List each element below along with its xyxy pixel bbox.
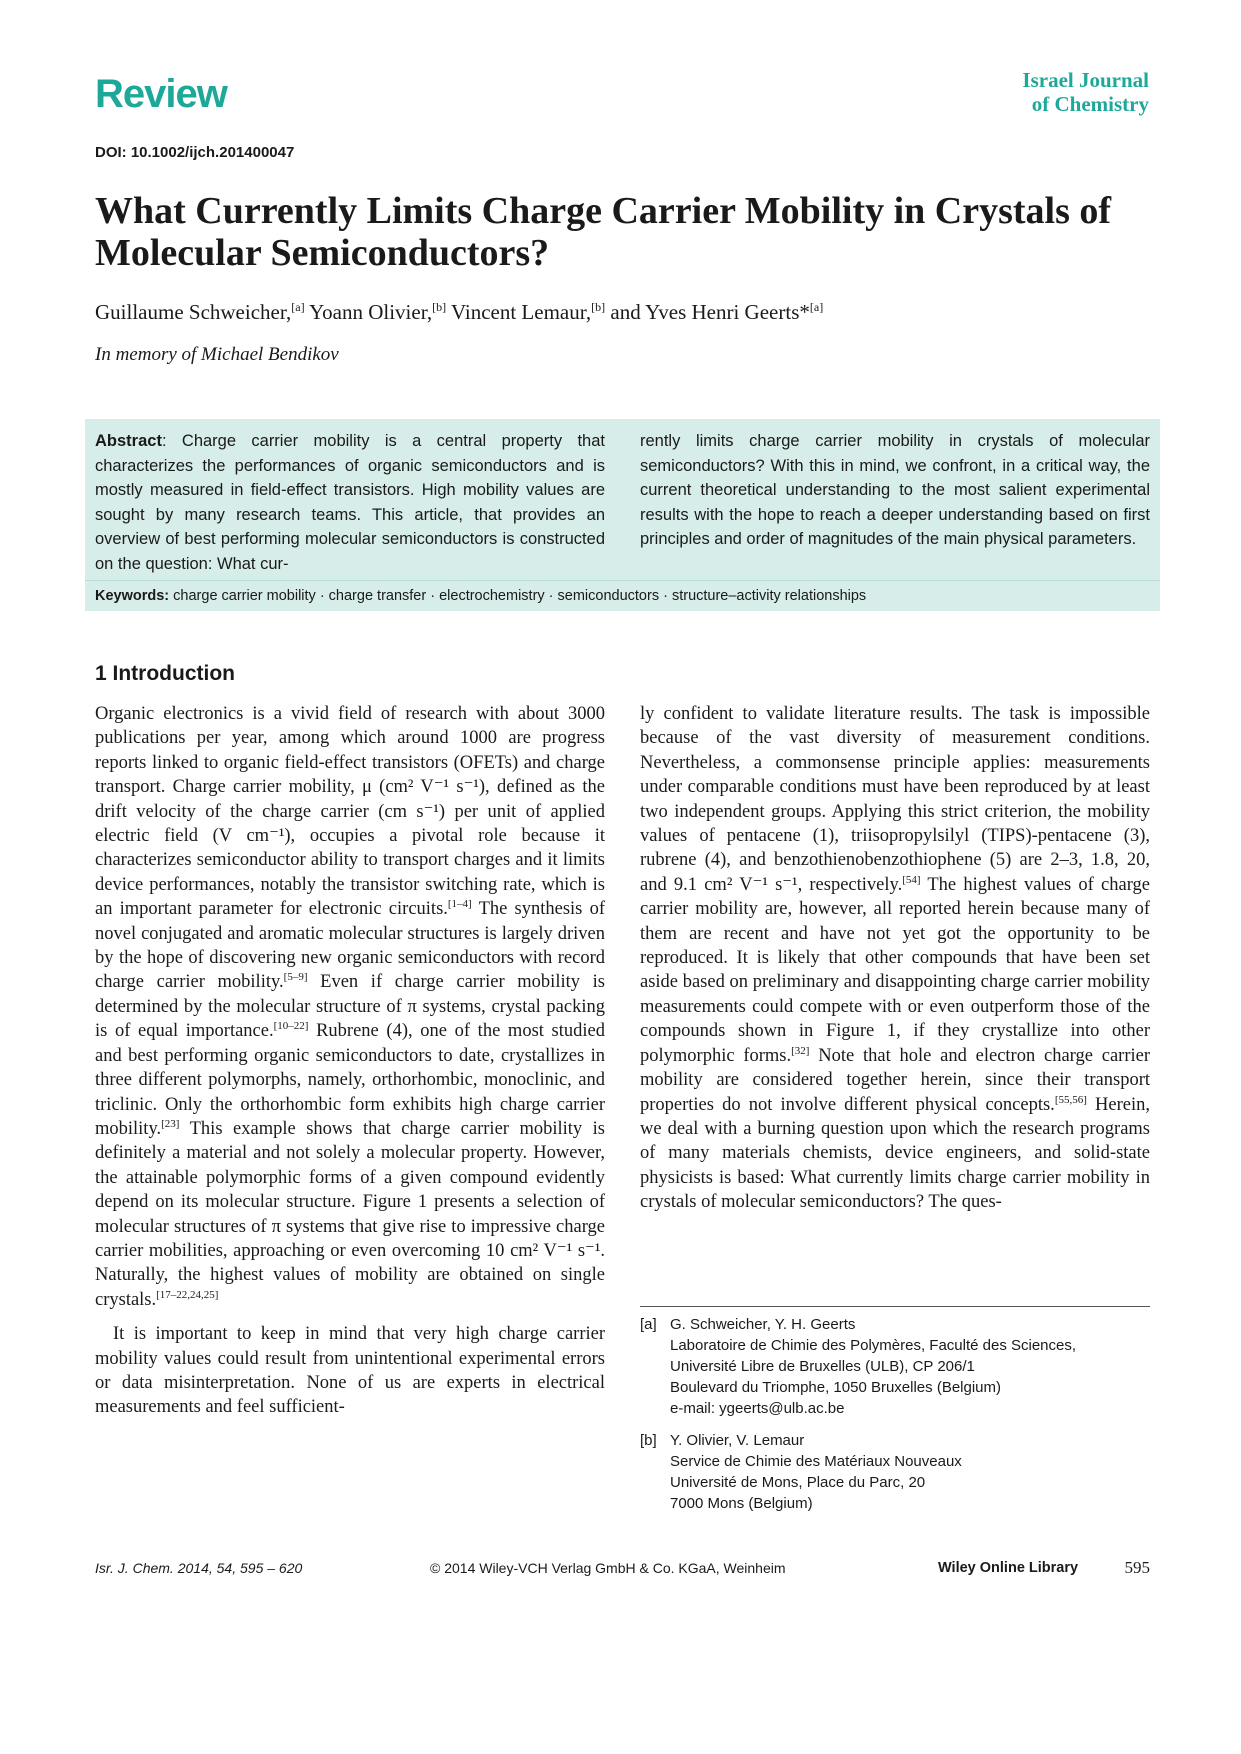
citation-ref[interactable]: [55,56] — [1054, 1093, 1087, 1106]
body-text: ly confident to validate literature results. The task is impossible because of the vast diversity of measurement conditions. Nevertheless, a commonsense principle applies: measurements under comparable conditions must have been reproduced by at least two independent groups. Applying this strict criterion, the mobility values of pentacene (1), triisopropylsilyl (TIPS)-pentacene (3), rubrene (4), and benzothienobenzothiophene (5) are 2–3, 1.8, 20, and 9.1 cm² V⁻¹ s⁻¹, respectively. — [640, 704, 1150, 895]
affiliation-footnote-b — [640, 1430, 1150, 1514]
memorial-dedication: In memory of Michael Bendikov — [95, 344, 339, 365]
citation-ref[interactable]: [10–22] — [273, 1020, 309, 1033]
article-title: What Currently Limits Charge Carrier Mobility in Crystals of Molecular Semiconductors? — [95, 190, 1112, 274]
section-heading-introduction: 1 Introduction — [95, 662, 235, 685]
footnote-line: Laboratoire de Chimie des Polymères, Faculté des Sciences, — [670, 1337, 1077, 1354]
copyright-notice: © 2014 Wiley-VCH Verlag GmbH & Co. KGaA, Weinheim — [430, 1560, 786, 1576]
footnote-line: 7000 Mons (Belgium) — [670, 1495, 813, 1512]
page-number: 595 — [1124, 1558, 1150, 1577]
footnote-marker: [b] — [640, 1432, 657, 1449]
abstract-box — [85, 419, 1160, 611]
paragraph — [95, 702, 605, 1312]
body-text: The highest values of charge carrier mobility are, however, all reported herein because many of them are recent and have not yet got the opportunity to be reproduced. It is likely that other compounds that have been set aside based on preliminary and disappointing charge carrier mobility measurements could compete with or even outperform those of the compounds shown in Figure 1, if they crystallize into other polymorphic forms. — [640, 874, 1150, 1066]
doi[interactable]: DOI: 10.1002/ijch.201400047 — [95, 144, 295, 161]
footnote-line: G. Schweicher, Y. H. Geerts — [670, 1316, 856, 1333]
author-name[interactable]: Guillaume Schweicher, — [95, 300, 292, 324]
body-text: Organic electronics is a vivid field of research with about 3000 publications per year, among which around 1000 are progress reports linked to organic field-effect transistors (OFETs) and charge transport. Charge carrier mobility, μ (cm² V⁻¹ s⁻¹), defined as the drift velocity of the charge carrier (cm s⁻¹) per unit of applied electric field (V cm⁻¹), occupies a pivotal role because it characterizes semiconductor ability to transport charges and it limits device performances, notably the transistor switching rate, which is an important parameter for electronic circuits. — [95, 704, 605, 920]
footnote-line: Y. Olivier, V. Lemaur — [670, 1432, 805, 1449]
body-column-2 — [640, 702, 1150, 1215]
journal-name-line-1: Israel Journal — [1022, 68, 1149, 92]
footnote-line: Service de Chimie des Matériaux Nouveaux — [670, 1453, 962, 1470]
citation-ref[interactable]: [1–4] — [447, 898, 472, 911]
body-text: Even if charge carrier mobility is determined by the molecular structure of π systems, crystal packing is of equal importance. — [95, 972, 605, 1042]
paragraph — [640, 702, 1150, 1215]
author-affiliation: [a] — [291, 300, 305, 314]
footnote-line: Boulevard du Triomphe, 1050 Bruxelles (Belgium) — [670, 1379, 1002, 1396]
abstract-label: Abstract — [95, 432, 162, 450]
author-list — [95, 300, 1155, 325]
footnote-email[interactable]: e-mail: ygeerts@ulb.ac.be — [670, 1400, 845, 1417]
abstract-column-1 — [95, 429, 605, 576]
footnote-divider — [640, 1306, 1150, 1307]
journal-name-line-2: of Chemistry — [1031, 92, 1149, 116]
keywords — [95, 588, 866, 604]
citation-ref[interactable]: [32] — [791, 1044, 810, 1057]
body-text: The synthesis of novel conjugated and aromatic molecular structures is largely driven by the hope of discovering new organic semiconductors with record charge carrier mobility. — [95, 899, 605, 993]
keywords-bar — [85, 580, 1160, 612]
citation-ref[interactable]: [54] — [902, 873, 921, 886]
body-text: Rubrene (4), one of the most studied and best performing organic semiconductors to date, crystallizes in three different polymorphs, namely, orthorhombic, monoclinic, and triclinic. Only the orthorhombic form exhibits high charge carrier mobility. — [95, 1021, 605, 1139]
citation-ref[interactable]: [17–22,24,25] — [156, 1288, 219, 1301]
author-affiliation: [a] — [809, 300, 824, 314]
footnote-marker: [a] — [640, 1316, 657, 1333]
paragraph: It is important to keep in mind that very high charge carrier mobility values could result from unintentional experimental errors or data misinterpretation. None of us are experts in electrical measurements and feel sufficient- — [95, 1324, 605, 1418]
footnote-line: Université Libre de Bruxelles (ULB), CP 206/1 — [670, 1358, 975, 1375]
wiley-online-library-logo[interactable]: Wiley Online Library — [938, 1560, 1079, 1576]
citation-ref[interactable]: [23] — [161, 1117, 180, 1130]
body-text: This example shows that charge carrier mobility is definitely a material and not solely a molecular property. However, the attainable polymorphic forms of a given compound evidently depend on its molecular structure. Figure 1 presents a selection of molecular structures of π systems that give rise to impressive charge carrier mobilities, approaching or even overcoming 10 cm² V⁻¹ s⁻¹. Naturally, the highest values of mobility are obtained on single crystals. — [95, 1118, 605, 1310]
body-text: Herein, we deal with a burning question upon which the research programs of many materials chemists, device engineers, and solid-state physicists is based: What currently limits charge carrier mobility in crystals of molecular semiconductors? The ques- — [640, 1094, 1150, 1213]
author-affiliation: [b] — [432, 300, 447, 314]
journal-citation: Isr. J. Chem. 2014, 54, 595 – 620 — [95, 1560, 303, 1576]
author-name[interactable]: Vincent Lemaur, — [446, 300, 592, 324]
affiliation-footnote-a — [640, 1314, 1150, 1419]
keywords-label: Keywords: — [95, 588, 170, 604]
author-name[interactable]: and Yves Henri Geerts* — [605, 300, 810, 324]
journal-name[interactable] — [1022, 68, 1149, 116]
citation-ref[interactable]: [5–9] — [283, 971, 308, 984]
keywords-list: charge carrier mobility · charge transfer · electrochemistry · semiconductors · structure–activity relationships — [169, 588, 867, 604]
abstract-column-2: rently limits charge carrier mobility in crystals of molecular semiconductors? With this in mind, we confront, in a critical way, the current theoretical understanding to the most salient experimental results with the hope to reach a deeper understanding based on first principles and order of magnitudes of the main physical parameters. — [640, 432, 1150, 548]
body-text: Note that hole and electron charge carrier mobility are considered together herein, since their transport properties do not involve different physical concepts. — [640, 1045, 1151, 1115]
author-affiliation: [b] — [591, 300, 606, 314]
author-name[interactable]: Yoann Olivier, — [304, 300, 433, 324]
section-label: Review — [95, 72, 227, 116]
footnote-line: Université de Mons, Place du Parc, 20 — [670, 1474, 926, 1491]
page-footer — [95, 1558, 1150, 1582]
abstract-text: : Charge carrier mobility is a central property that characterizes the performances of organic semiconductors and is mostly measured in field-effect transistors. High mobility values are sought by many research teams. This article, that provides an overview of best performing molecular semiconductors is constructed on the question: What cur- — [95, 432, 605, 573]
body-column-1 — [95, 702, 605, 1420]
